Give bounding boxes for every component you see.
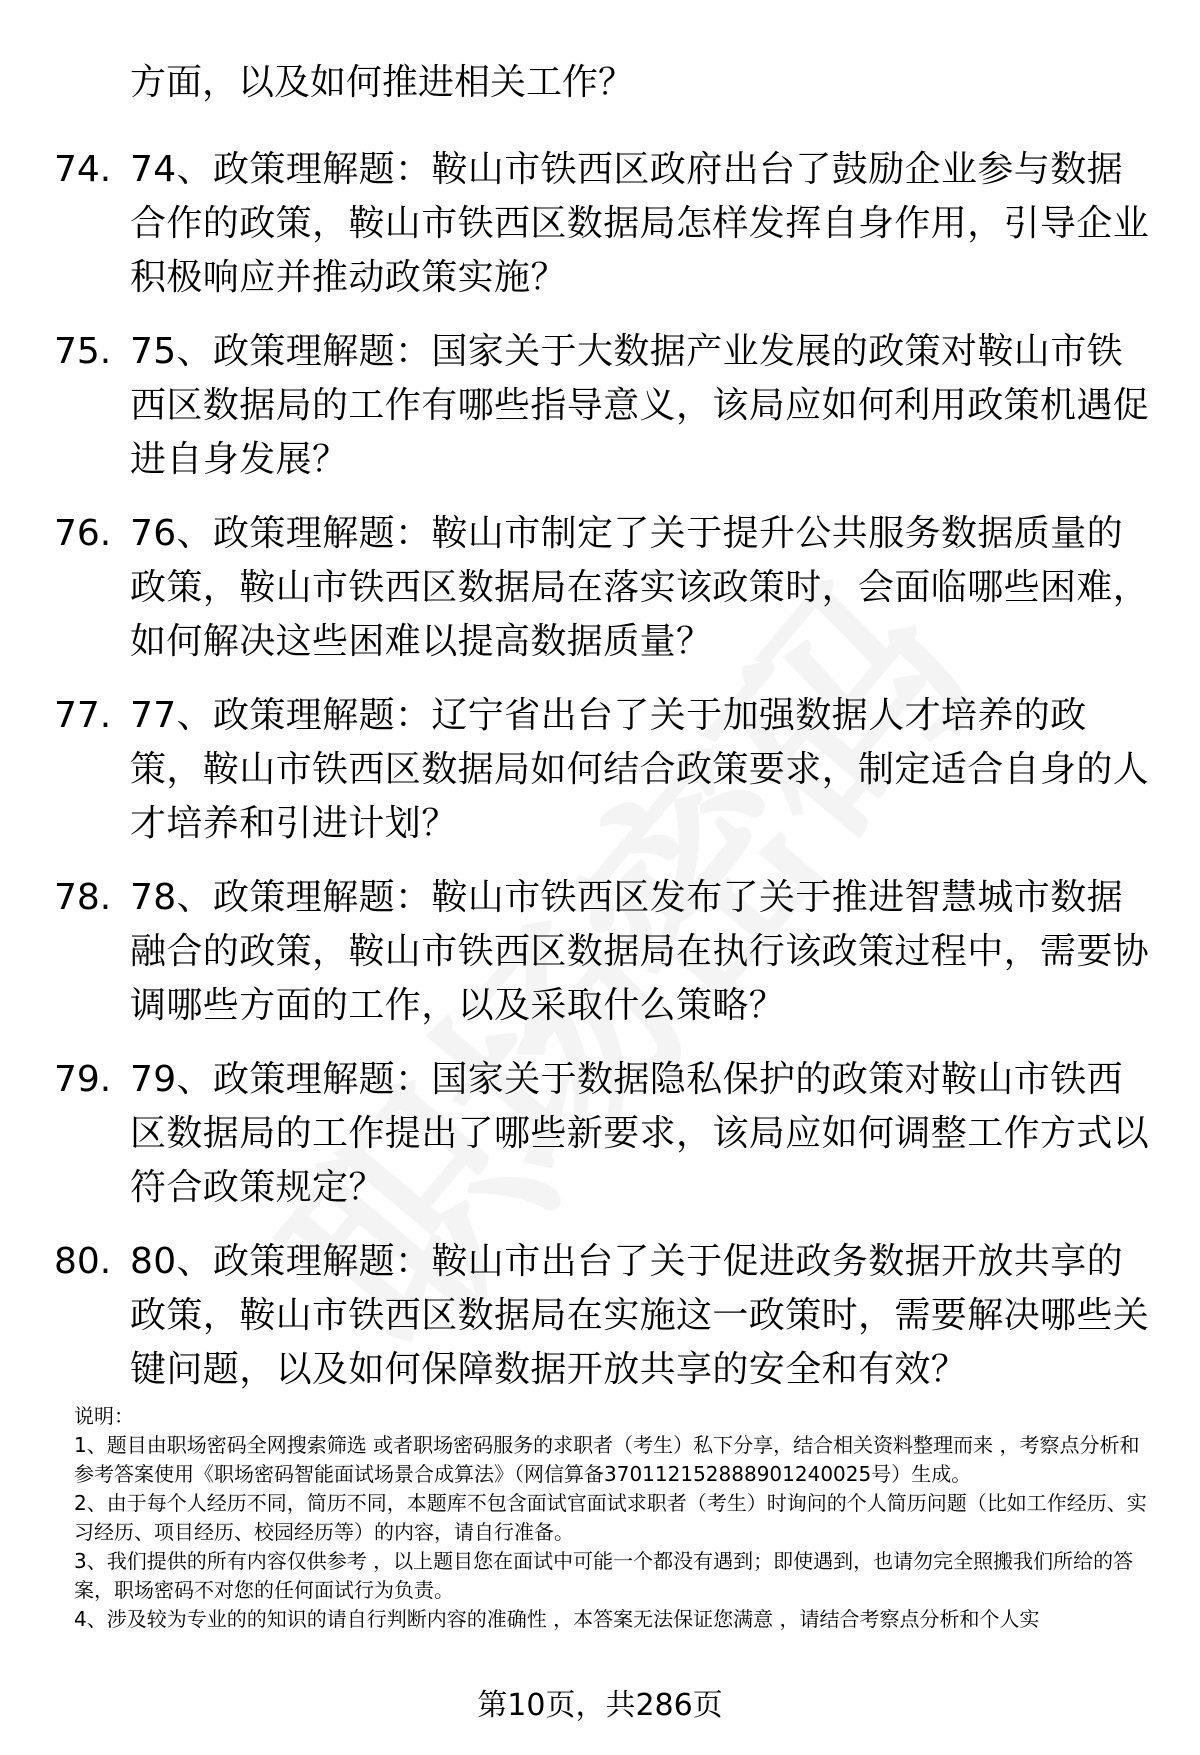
question-text: 78、政策理解题：鞍山市铁西区发布了关于推进智慧城市数据融合的政策，鞍山市铁西区数据局在执行该政策过程中，需要协调哪些方面的工作，以及采取什么策略？ [130,877,1150,1026]
note-item-1: 1、题目由职场密码全网搜索筛选 或者职场密码服务的求职者（考生）私下分享，结合相关资料整理而来 ，考察点分析和参考答案使用《职场密码智能面试场景合成算法》（网信算备370112152888901240025号）生成。 [74,1433,1140,1486]
question-number: 74. [54,149,112,190]
question-item-80 [0,1235,1200,1405]
question-item-78 [0,871,1200,1041]
question-text: 75、政策理解题：国家关于大数据产业发展的政策对鞍山市铁西区数据局的工作有哪些指导意义，该局应如何利用政策机遇促进自身发展？ [130,331,1150,480]
question-number: 80. [54,1241,112,1282]
note-item-3: 3、我们提供的所有内容仅供参考 ，以上题目您在面试中可能一个都没有遇到；即使遇到，也请勿完全照搬我们所给的答案，职场密码不对您的任何面试行为负责。 [74,1549,1134,1602]
question-text: 74、政策理解题：鞍山市铁西区政府出台了鼓励企业参与数据合作的政策，鞍山市铁西区数据局怎样发挥自身作用，引导企业积极响应并推动政策实施？ [130,149,1150,298]
question-item-74 [0,143,1200,313]
question-item-76 [0,507,1200,677]
question-text: 76、政策理解题：鞍山市制定了关于提升公共服务数据质量的政策，鞍山市铁西区数据局在落实该政策时，会面临哪些困难，如何解决这些困难以提高数据质量？ [130,513,1150,662]
question-item-79 [0,1053,1200,1223]
note-item-4: 4、涉及较为专业的的知识的请自行判断内容的准确性 ，本答案无法保证您满意 ，请结合考察点分析和个人实 [74,1607,1040,1631]
notes-heading: 说明： [74,1404,134,1428]
question-item-77 [0,689,1200,859]
note-item-2: 2、由于每个人经历不同，简历不同，本题库不包含面试官面试求职者（考生）时询问的个人简历问题（比如工作经历、实习经历、项目经历、校园经历等）的内容，请自行准备。 [74,1491,1147,1544]
question-text: 77、政策理解题：辽宁省出台了关于加强数据人才培养的政策，鞍山市铁西区数据局如何结合政策要求，制定适合自身的人才培养和引进计划？ [130,695,1150,844]
question-item-75 [0,325,1200,495]
notes-section [74,1402,1154,1634]
question-text: 79、政策理解题：国家关于数据隐私保护的政策对鞍山市铁西区数据局的工作提出了哪些新要求，该局应如何调整工作方式以符合政策规定？ [130,1059,1150,1208]
question-number: 77. [54,695,112,736]
continued-question-text: 方面，以及如何推进相关工作？ [130,62,635,103]
question-number: 75. [54,331,112,372]
page-footer: 第10页，共286页 [477,1688,723,1723]
question-number: 78. [54,877,112,918]
question-number: 79. [54,1059,112,1100]
question-number: 76. [54,513,112,554]
question-list [0,143,1200,1417]
question-text: 80、政策理解题：鞍山市出台了关于促进政务数据开放共享的政策，鞍山市铁西区数据局在实施这一政策时，需要解决哪些关键问题，以及如何保障数据开放共享的安全和有效？ [130,1241,1150,1390]
